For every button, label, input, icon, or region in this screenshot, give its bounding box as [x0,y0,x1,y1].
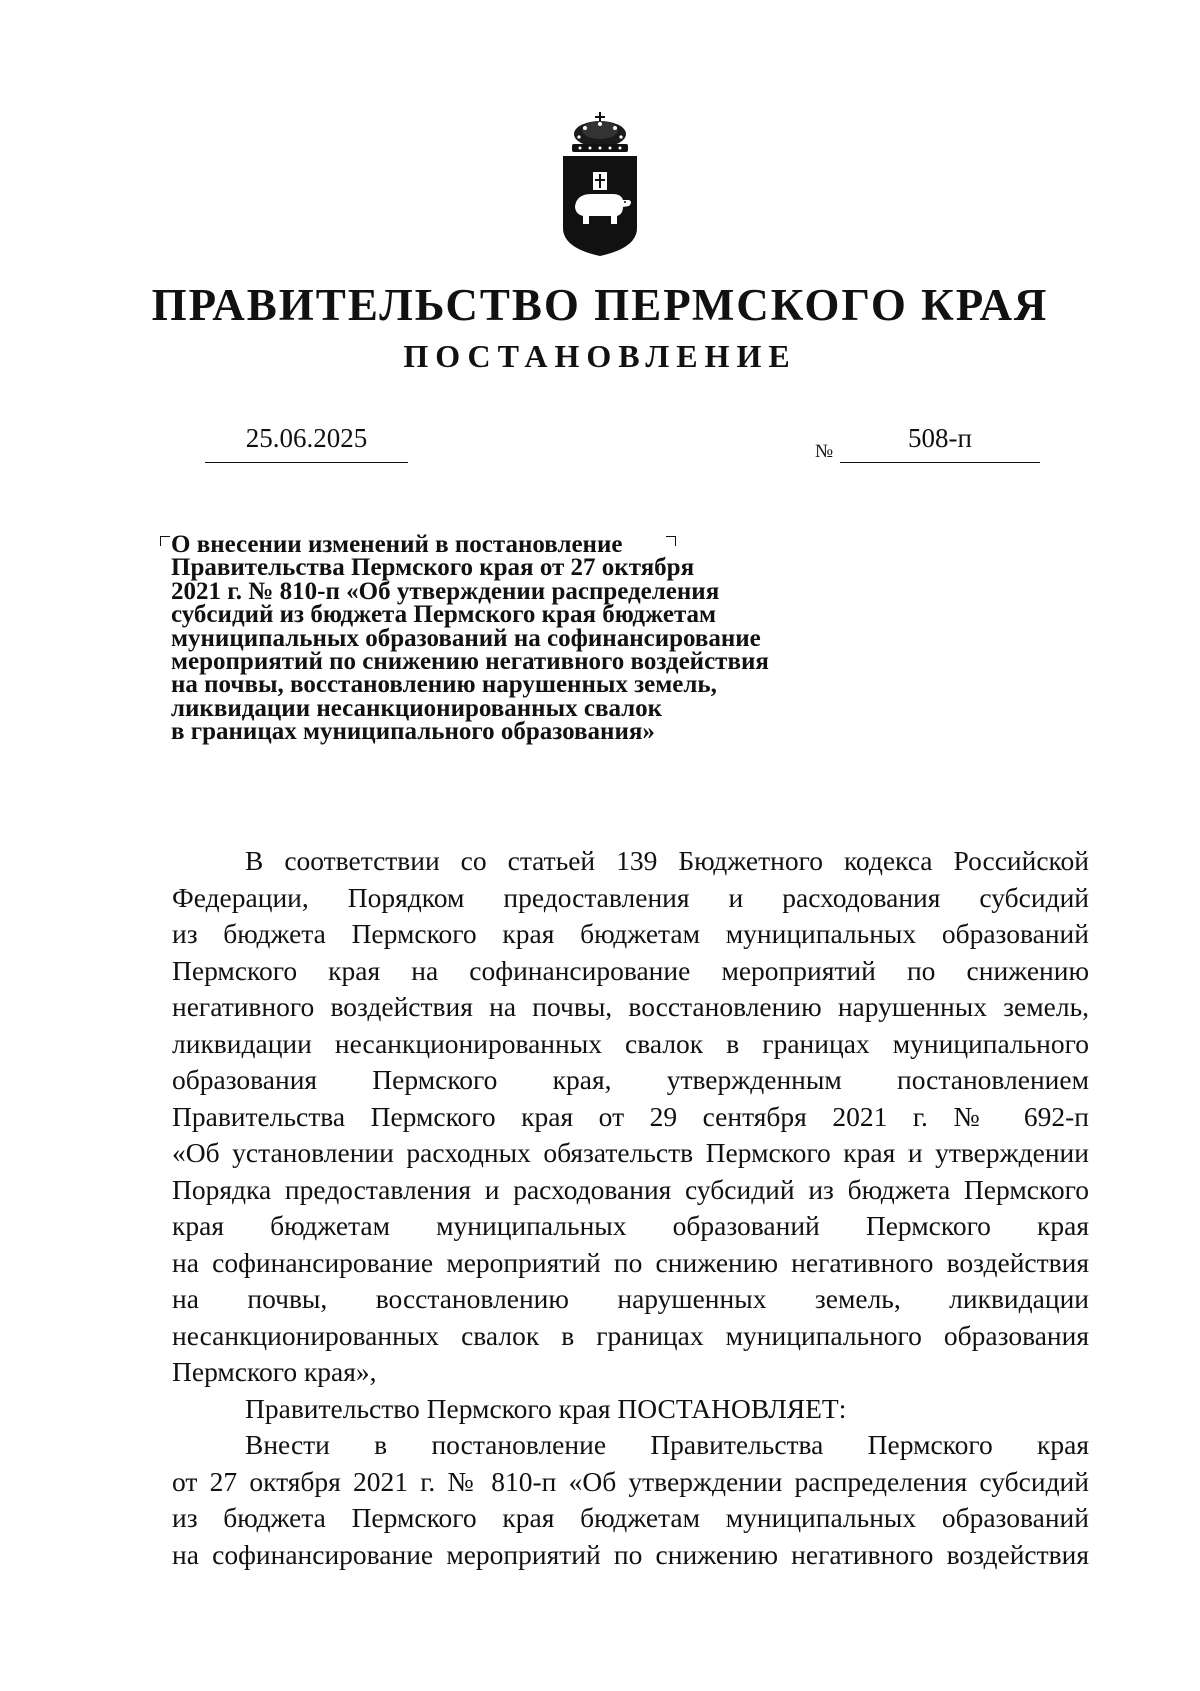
gospel-icon [593,172,607,190]
subject-line: 2021 г. № 810-п «Об утверждении распределения [171,577,720,605]
body-line: Пермского края», [172,1356,377,1387]
subject-line: субсидий из бюджета Пермского края бюджетам [171,601,717,629]
body-line: образования Пермского края, утвержденным постановлением [172,1064,1089,1095]
body-line: Пермского края на софинансирование мероприятий по снижению [172,954,1089,986]
body-line: Правительства Пермского края от 29 сентября 2021 г. № 692-п [172,1100,1089,1132]
subject-line: О внесении изменений в постановление [171,531,623,558]
document-subject [171,533,891,744]
subject-line: муниципальных образований на софинансирование [171,624,761,652]
body-line: «Об установлении расходных обязательств Пермского края и утверждении [172,1137,1089,1168]
subject-line: в границах муниципального образования» [171,718,655,746]
subject-line: ликвидации несанкционированных свалок [171,694,663,722]
body-line: из бюджета Пермского края бюджетам муниципальных образований [172,1502,1089,1533]
document-date: 25.06.2025 [205,420,408,463]
document-number: 508-п [840,420,1040,463]
number-sign: № [815,441,834,462]
body-line: края бюджетам муниципальных образований Пермского края [172,1210,1089,1241]
body-line: Внести в постановление Правительства Пермского края [245,1429,1089,1460]
document-type: ПОСТАНОВЛЕНИЕ [403,338,797,374]
body-line: несанкционированных свалок в границах муниципального образования [172,1319,1089,1351]
subject-line: на почвы, восстановлению нарушенных земель, [171,671,717,699]
body-line: ликвидации несанкционированных свалок в границах муниципального [172,1027,1089,1059]
coat-of-arms-icon [555,110,645,258]
subject-line: мероприятий по снижению негативного воздействия [171,648,769,676]
government-title: ПРАВИТЕЛЬСТВО ПЕРМСКОГО КРАЯ [151,280,1049,330]
body-line: Правительство Пермского края ПОСТАНОВЛЯЕТ: [245,1392,847,1424]
document-body [172,843,1089,1573]
body-line: В соответствии со статьей 139 Бюджетного кодекса Российской [245,845,1089,876]
body-line: от 27 октября 2021 г. № 810-п «Об утверждении распределения субсидий [172,1465,1089,1497]
subject-line: Правительства Пермского края от 27 октября [171,554,695,582]
body-line: Федерации, Порядком предоставления и расходования субсидий [172,881,1089,913]
body-line: из бюджета Пермского края бюджетам муниципальных образований [172,918,1089,949]
body-line: Порядка предоставления и расходования субсидий из бюджета Пермского [172,1173,1089,1205]
body-line: на софинансирование мероприятий по снижению негативного воздействия [172,1246,1089,1278]
crown-icon [572,112,628,152]
body-line: на софинансирование мероприятий по снижению негативного воздействия [172,1538,1089,1570]
subject-bracket-left [160,536,170,546]
body-line: на почвы, восстановлению нарушенных земель, ликвидации [172,1283,1089,1314]
body-line: негативного воздействия на почвы, восстановлению нарушенных земель, [172,991,1089,1022]
